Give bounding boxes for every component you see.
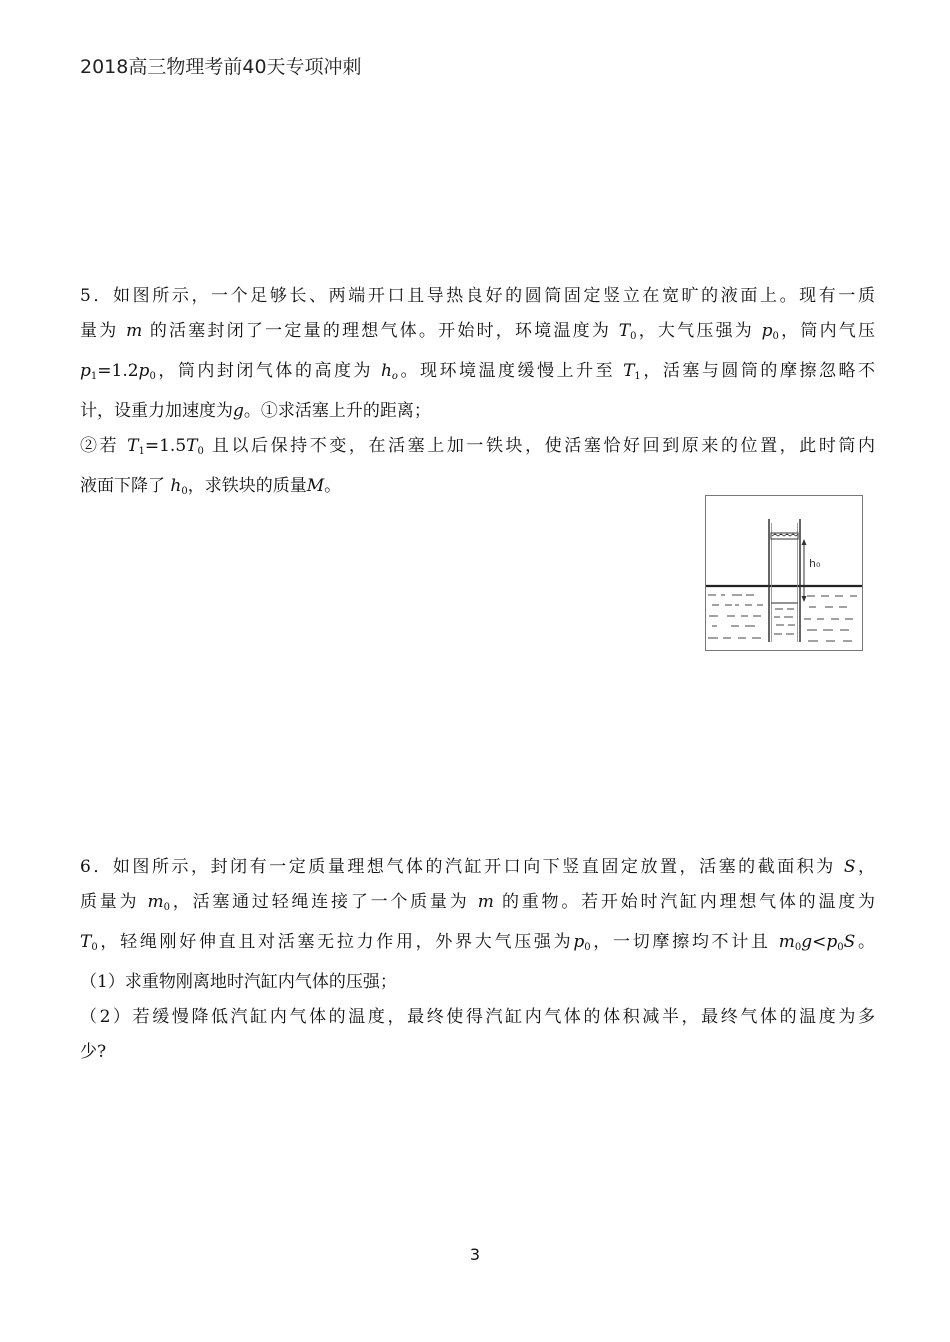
question-5 — [80, 279, 875, 509]
page-number: 3 — [469, 1245, 481, 1264]
question-6 — [80, 850, 875, 1070]
q6-line-5: （2）若缓慢降低汽缸内气体的温度，最终使得汽缸内气体的体积减半，最终气体的温度为多 — [80, 1007, 875, 1027]
q5-line-3: $p_1=1.2p_0$，筒内封闭气体的高度为 $h_o$。现环境温度缓慢上升至 $T_1$，活塞与圆筒的摩擦忽略不 — [80, 361, 876, 382]
q6-line-4: （1）求重物刚离地时汽缸内气体的压强； — [80, 972, 397, 992]
document-header: 2018高三物理考前40天专项冲刺 — [80, 56, 362, 78]
cylinder-figure — [705, 495, 863, 651]
h0-label: h₀ — [809, 557, 821, 570]
q6-line-6: 少? — [80, 1042, 107, 1062]
q5-line-2: 量为 m 的活塞封闭了一定量的理想气体。开始时，环境温度为 $T_0$，大气压强为 $p_0$，筒内气压 — [80, 321, 876, 342]
q5-line-4: 计，设重力加速度为g。①求活塞上升的距离； — [80, 401, 431, 421]
q5-line-5: ②若 $T_1=1.5T_0$ 且以后保持不变，在活塞上加一铁块，使活塞恰好回到原来的位置，此时筒内 — [80, 436, 876, 457]
q5-line-1: 5．如图所示，一个足够长、两端开口且导热良好的圆筒固定竖立在宽旷的液面上。现有一质 — [80, 286, 875, 306]
q5-line-6: 液面下降了 $h_0$，求铁块的质量M。 — [80, 476, 342, 497]
q6-line-2: 质量为 $m_0$，活塞通过轻绳连接了一个质量为 m 的重物。若开始时汽缸内理想气体的温度为 — [80, 892, 876, 913]
q6-line-3: $T_0$，轻绳刚好伸直且对活塞无拉力作用，外界大气压强为$p_0$，一切摩擦均不计且 $m_0g<p_0S$。 — [80, 932, 876, 953]
cylinder-diagram — [705, 495, 863, 651]
q6-line-1: 6．如图所示，封闭有一定质量理想气体的汽缸开口向下竖直固定放置，活塞的截面积为 S， — [80, 857, 876, 877]
